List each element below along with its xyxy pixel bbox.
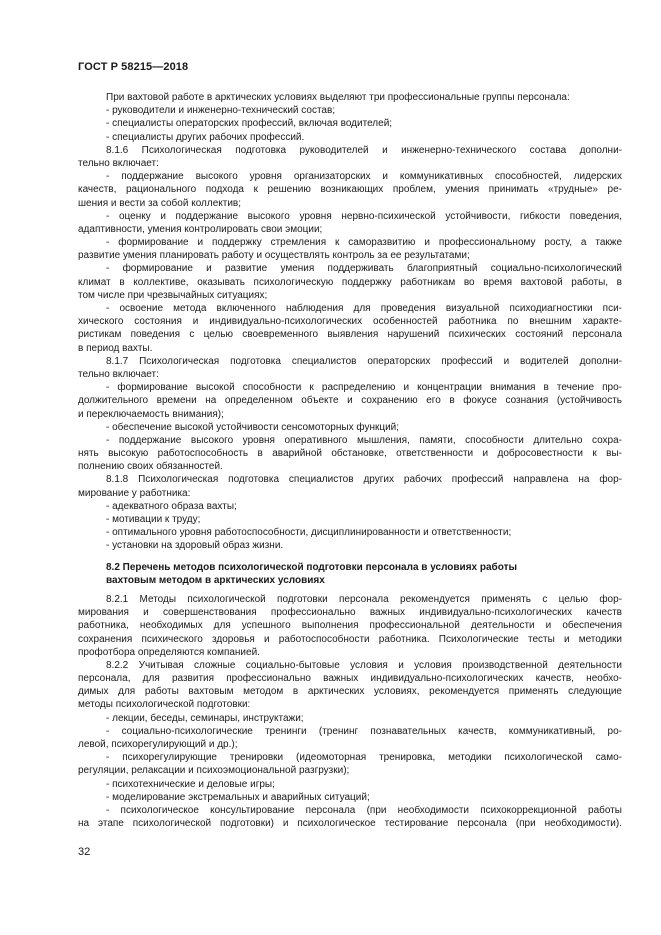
text-line: - адекватного образа вахты; (106, 500, 237, 512)
text-line: - оптимального уровня работоспособности, дисциплинированности и ответственности; (106, 527, 512, 539)
text-line: на этапе психологической подготовки) и психологическое тестирование персонала (при необходимости). (78, 818, 622, 830)
section-heading-line: 8.2 Перечень методов психологической подготовки персонала в условиях работы (106, 561, 518, 573)
text-line: - специалисты других рабочих профессий. (106, 131, 305, 143)
text-line: - мотивации к труду; (106, 514, 201, 525)
text-line: - социально-психологические тренинги (тренинг познавательных качеств, коммуникативный, ро- (106, 725, 622, 737)
text-line: мирование у работника: (78, 487, 191, 499)
text-line: персонала, для развития профессионально важных индивидуально-психологических качеств, необхо- (78, 673, 622, 685)
text-line: тельно включает: (78, 368, 159, 380)
text-line: - руководители и инженерно-технический состав; (106, 105, 336, 117)
text-line: 8.1.7 Психологическая подготовка специалистов операторских профессий и водителей дополни- (106, 355, 622, 367)
text-line: левой, психорегулирующий и др.); (78, 739, 238, 750)
document-header: ГОСТ Р 58215—2018 (78, 61, 189, 73)
text-line: - формирование высокой способности к распределению и концентрации внимания в течение про- (106, 382, 622, 394)
page-number: 32 (78, 846, 91, 858)
text-line: 8.2.1 Методы психологической подготовки персонала рекомендуется применять с целью фор- (106, 593, 622, 605)
text-line: и переключаемость внимания); (78, 408, 224, 420)
text-line: - формирование и поддержку стремления к саморазвитию и профессиональному росту, а также (106, 237, 622, 249)
text-line: регуляции, релаксации и психоэмоциональной разгрузки); (78, 765, 350, 777)
text-line: развитие умения планировать работу и осуществлять контроль за ее результатами; (78, 250, 470, 262)
text-line: - лекции, беседы, семинары, инструктажи; (106, 712, 304, 724)
text-line: - психологическое консультирование персонала (при необходимости психокоррекционной работы (106, 804, 622, 816)
text-line: - обеспечение высокой устойчивости сенсомоторных функций; (106, 421, 400, 433)
text-line: шения и вести за собой коллектив; (78, 197, 242, 209)
text-line: - поддержание высокого уровня организаторских и коммуникативных способностей, лидерских (106, 171, 622, 183)
text-line: 8.2.2 Учитывая сложные социально-бытовые условия и условия производственной деятельности (106, 659, 622, 671)
text-line: том числе при чрезвычайных ситуациях; (78, 289, 268, 301)
text-line: качеств, рационального подхода к решению возникающих проблем, умения принимать «трудные» ре- (78, 184, 622, 196)
text-line: должительного времени на определенном объекте и сохранению его в фокусе сознания (устойчивость (78, 395, 622, 407)
text-line: сохранения психического здоровья и работоспособности работника. Психологические тесты и методики (78, 633, 622, 645)
text-line: - формирование и развитие умения поддерживать благоприятный социально-психологический (106, 263, 622, 275)
text-line: ристикам поведения с целью своевременного выявления нарушений психических состояний персонала (78, 329, 622, 341)
text-line: При вахтовой работе в арктических условиях выделяют три профессиональные группы персонала: (106, 92, 570, 103)
text-line: адаптивности, умения контролировать свои эмоции; (78, 223, 323, 235)
text-line: - специалисты операторских профессий, включая водителей; (106, 118, 393, 130)
document-body (78, 91, 622, 830)
text-line: 8.1.6 Психологическая подготовка руководителей и инженерно-технического состава дополни- (106, 144, 622, 156)
text-line: 8.1.8 Психологическая подготовка специалистов других рабочих профессий направлена на фор- (106, 474, 622, 486)
text-line: мирования и совершенствования профессионально важных индивидуально-психологических качеств (78, 607, 622, 619)
section-heading-line: вахтовым методом в арктических условиях (106, 574, 325, 586)
text-line: - оценку и поддержание высокого уровня нервно-психической устойчивости, гибкости поведения, (106, 210, 622, 222)
text-line: - поддержание высокого уровня оперативного мышления, памяти, способности длительно сохра- (106, 434, 622, 446)
text-line: хического состояния и индивидуально-психологических особенностей работника по внешним характе- (78, 316, 622, 328)
text-line: в период вахты. (78, 342, 153, 354)
text-line: - освоение метода включенного наблюдения для проведения визуальной психодиагностики пси- (106, 303, 622, 314)
text-line: методы психологической подготовки: (78, 699, 251, 711)
text-line: - психотехнические и деловые игры; (106, 778, 275, 790)
text-line: - моделирование экстремальных и аварийных ситуаций; (106, 791, 370, 803)
text-line: нять высокую работоспособность в аварийной обстановке, ответственности и добросовестности к вы- (78, 448, 622, 460)
text-line: работника, необходимых для успешного выполнения профессиональной деятельности и обеспечения (78, 620, 622, 632)
text-line: тельно включает: (78, 157, 159, 169)
text-line: - психорегулирующие тренировки (идеомоторная тренировка, методики психологической само- (106, 752, 622, 764)
text-line: димых для работы вахтовым методом в арктических условиях, рекомендуется применять следующие (78, 686, 622, 698)
spacer (78, 553, 622, 561)
text-line: климат в коллективе, оказывать психологическую поддержку работникам во время вахтовой работы, в (78, 276, 622, 288)
text-line: профотбора определяются компанией. (78, 646, 260, 658)
text-line: полнению своих обязанностей. (78, 461, 223, 473)
text-line: - установки на здоровый образ жизни. (106, 540, 284, 552)
